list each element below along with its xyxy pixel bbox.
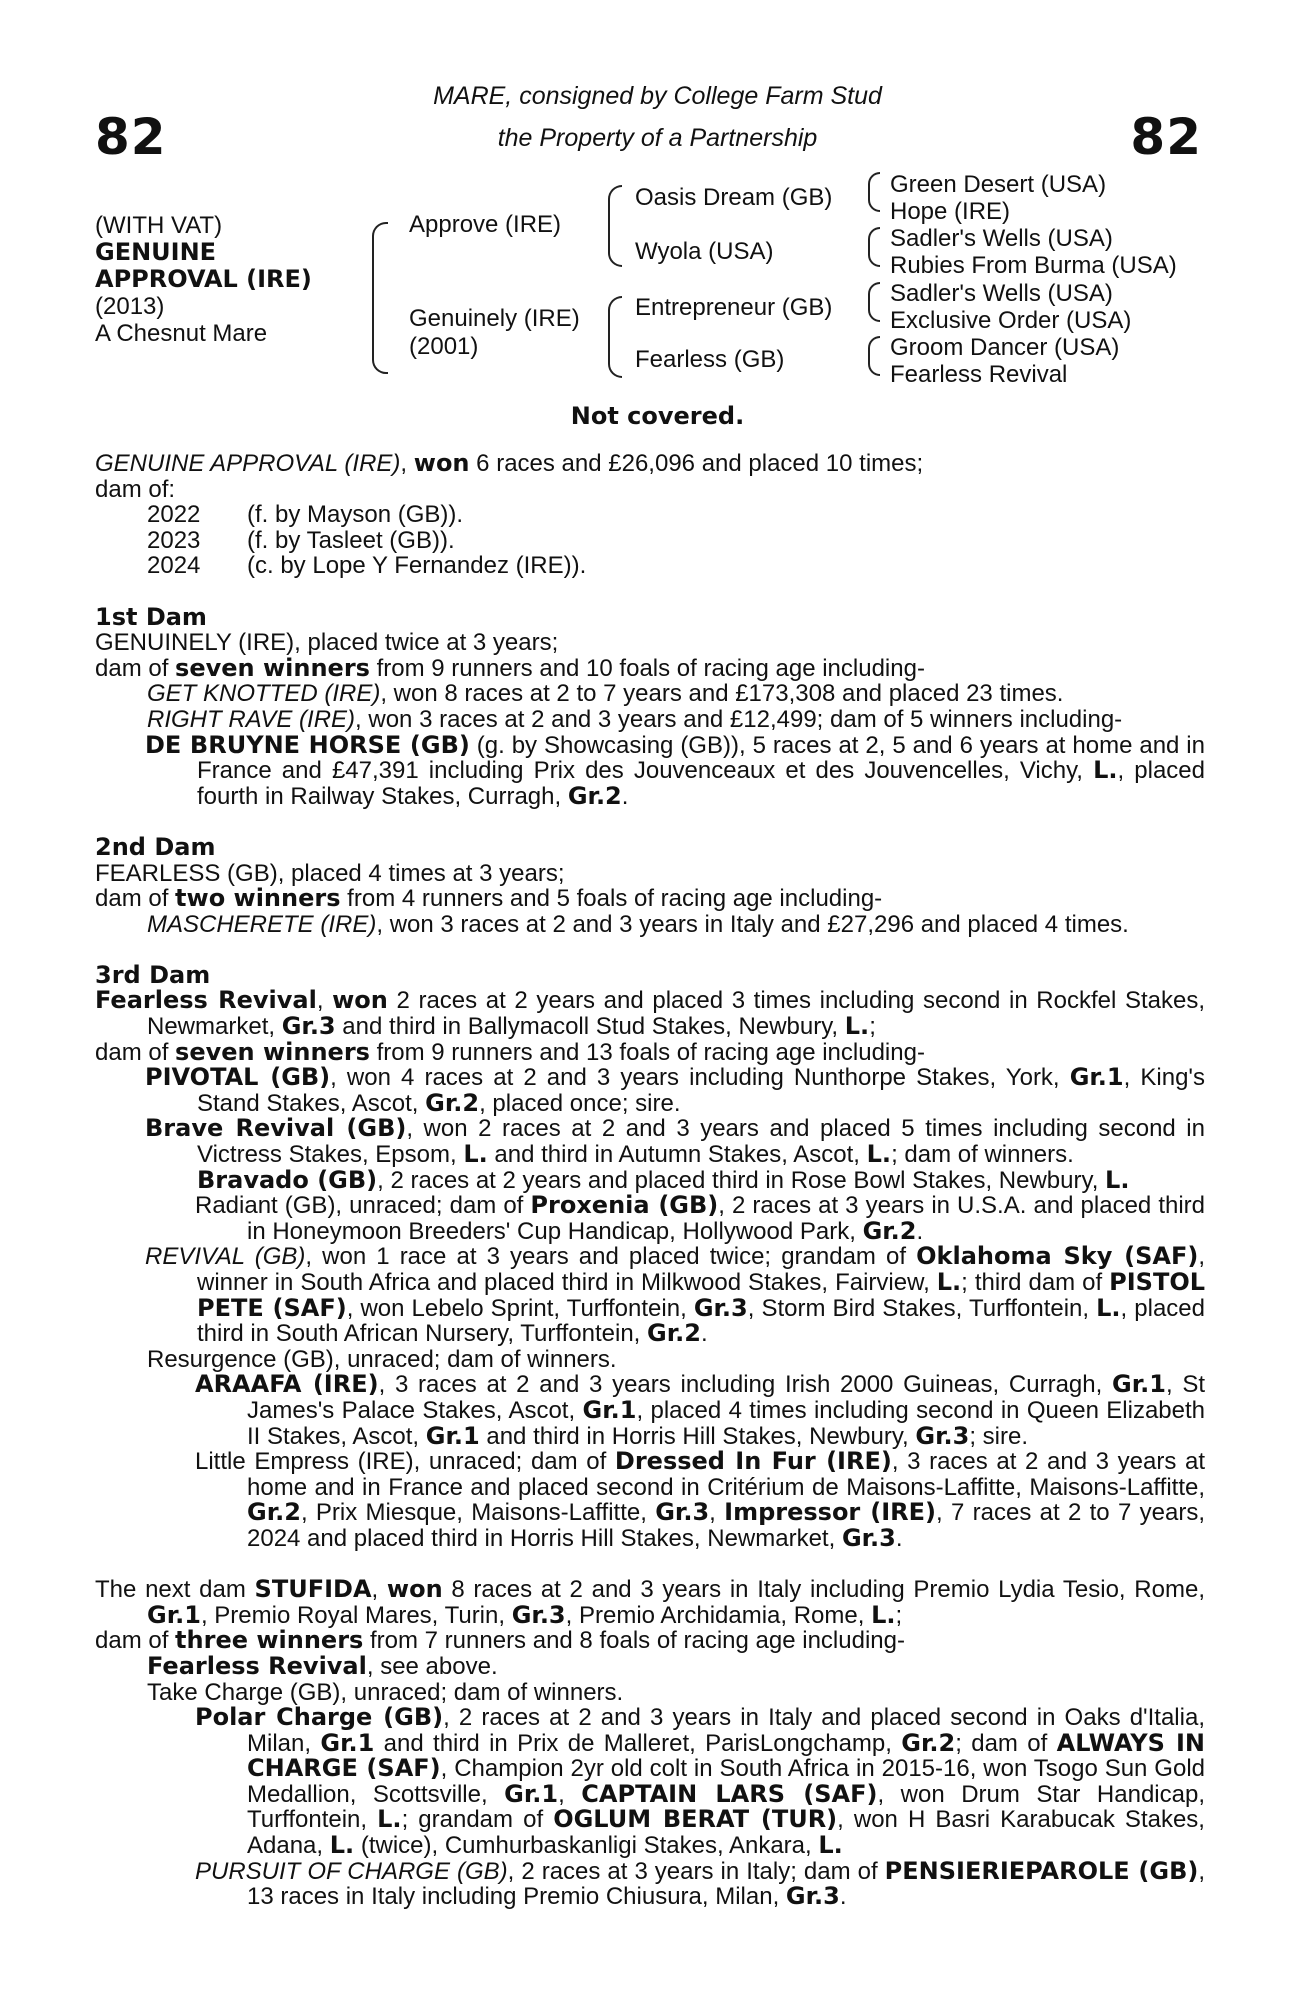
lot-number-left: 82 [95, 108, 167, 166]
ped-dss: Sadler's Wells (USA) [890, 280, 1113, 307]
ped-dam: Genuinely (IRE) [409, 305, 580, 332]
dam1-progeny-1: GET KNOTTED (IRE), won 8 races at 2 to 7 years and £173,308 and placed 23 times. [147, 680, 1064, 708]
consignor-line: MARE, consigned by College Farm Stud [433, 82, 882, 110]
brace-dd [868, 336, 880, 376]
dam1-dam-of: dam of seven winners from 9 runners and 10 foals of racing age including- [95, 653, 925, 682]
foal-row [95, 502, 1205, 528]
catalogue-body [95, 451, 1205, 1910]
next-dam-record: The next dam STUFIDA, won 8 races at 2 and 3 years in Italy including Premio Lydia Tesio, Rome, Gr.1, Premio Royal Mares, Turin, Gr.3, Premio Archidamia, Rome, L.; [95, 1575, 1205, 1629]
dam2-heading: 2nd Dam [95, 832, 216, 861]
next-dam-polar-charge: Polar Charge (GB), 2 races at 2 and 3 years in Italy and placed second in Oaks d'Italia, Milan, Gr.1 and third in Prix de Malleret, ParisLongchamp, Gr.2; dam of ALWAYS IN CHARGE (SAF), Champion 2yr old colt in South Africa in 2015-16, won Tsogo Sun Gold Medallion, Scottsville, Gr.1, CAPTAIN LARS (SAF), won Drum Star Handicap, Turffontein, L.; grandam of OGLUM BERAT (TUR), won H Basri Karabucak Stakes, Adana, L. (twice), Cumhurbaskanligi Stakes, Ankara, L. [195, 1703, 1206, 1860]
horse-year: (2013) [95, 293, 165, 320]
horse-name-line1: GENUINE [95, 238, 217, 266]
brace-sire [608, 185, 622, 267]
ped-ds: Entrepreneur (GB) [635, 294, 833, 321]
dam1-line: GENUINELY (IRE), placed twice at 3 years; [95, 629, 559, 657]
dam3-bravado: Bravado (GB), 2 races at 2 years and placed third in Rose Bowl Stakes, Newbury, L. [197, 1165, 1130, 1194]
property-line: the Property of a Partnership [497, 124, 818, 152]
intro-dam-of: dam of: [95, 475, 176, 503]
brace-sd [868, 227, 880, 267]
ped-ddd: Fearless Revival [890, 361, 1068, 388]
foal-row [95, 553, 1205, 579]
dam3-little-empress: Little Empress (IRE), unraced; dam of Dressed In Fur (IRE), 3 races at 2 and 3 years at home and in France and placed second in Critérium de Maisons-Laffitte, Maisons-Laffitte, Gr.2, Prix Miesque, Maisons-Laffitte, Gr.3, Impressor (IRE), 7 races at 2 to 7 years, 2024 and placed third in Horris Hill Stakes, Newmarket, Gr.3. [195, 1447, 1205, 1552]
dam3-araafa: ARAAFA (IRE), 3 races at 2 and 3 years including Irish 2000 Guineas, Curragh, Gr.1, St James's Palace Stakes, Ascot, Gr.1, placed 4 times including second in Queen Elizabeth II Stakes, Ascot, Gr.1 and third in Horris Hill Stakes, Newbury, Gr.3; sire. [195, 1370, 1206, 1450]
ped-dds: Groom Dancer (USA) [890, 334, 1120, 361]
dam3-brave-revival: Brave Revival (GB), won 2 races at 2 and 3 years and placed 5 times including second in Victress Stakes, Epsom, L. and third in Autumn Stakes, Ascot, L.; dam of winners. [145, 1114, 1205, 1169]
ped-sss: Green Desert (USA) [890, 171, 1107, 198]
dam3-dam-of: dam of seven winners from 9 runners and 13 foals of racing age including- [95, 1037, 925, 1066]
dam3-pivotal: PIVOTAL (GB), won 4 races at 2 and 3 years including Nunthorpe Stakes, York, Gr.1, King's Stand Stakes, Ascot, Gr.2, placed once; sire. [145, 1063, 1205, 1117]
foal-desc: (f. by Tasleet (GB)). [247, 526, 455, 554]
not-covered-note: Not covered. [570, 402, 745, 430]
next-dam-dam-of: dam of three winners from 7 runners and 8 foals of racing age including- [95, 1626, 905, 1655]
brace-ss [868, 172, 880, 212]
dam3-record: Fearless Revival, won 2 races at 2 years and placed 3 times including second in Rockfel Stakes, Newmarket, Gr.3 and third in Ballymacoll Stud Stakes, Newbury, L.; [95, 986, 1205, 1041]
next-dam-fearless-revival: Fearless Revival, see above. [147, 1651, 498, 1680]
foal-year: 2022 [147, 501, 201, 529]
dam1-progeny-2: RIGHT RAVE (IRE), won 3 races at 2 and 3 years and £12,499; dam of 5 winners including- [147, 705, 1123, 733]
horse-name-ref: GENUINE APPROVAL (IRE) [95, 450, 401, 477]
dam1-heading: 1st Dam [95, 602, 207, 631]
horse-description: A Chesnut Mare [95, 320, 268, 347]
dam2-line: FEARLESS (GB), placed 4 times at 3 years; [95, 859, 565, 887]
intro-record: GENUINE APPROVAL (IRE), won 6 races and £26,096 and placed 10 times; [95, 449, 924, 477]
ped-dsd: Exclusive Order (USA) [890, 307, 1132, 334]
foal-row [95, 528, 1205, 554]
dam3-resurgence: Resurgence (GB), unraced; dam of winners. [147, 1345, 617, 1373]
foal-year: 2023 [147, 526, 201, 554]
ped-ss: Oasis Dream (GB) [635, 184, 833, 211]
foal-desc: (f. by Mayson (GB)). [247, 501, 464, 529]
foal-desc: (c. by Lope Y Fernandez (IRE)). [247, 552, 587, 580]
ped-dam-year: (2001) [409, 333, 479, 360]
ped-dd: Fearless (GB) [635, 346, 785, 373]
foal-year: 2024 [147, 552, 201, 580]
horse-info [95, 212, 312, 347]
brace-dam [608, 296, 622, 378]
ped-sd: Wyola (USA) [635, 238, 774, 265]
brace-ds [868, 282, 880, 322]
dam3-revival: REVIVAL (GB), won 1 race at 3 years and placed twice; grandam of Oklahoma Sky (SAF), winner in South Africa and placed third in Milkwood Stakes, Fairview, L.; third dam of PISTOL PETE (SAF), won Lebelo Sprint, Turffontein, Gr.3, Storm Bird Stakes, Turffontein, L., placed third in South African Nursery, Turffontein, Gr.2. [145, 1242, 1206, 1348]
dam3-heading: 3rd Dam [95, 960, 211, 989]
lot-number-right: 82 [1130, 108, 1202, 166]
won-label: won [413, 449, 470, 477]
dam2-progeny-1: MASCHERETE (IRE), won 3 races at 2 and 3 years in Italy and £27,296 and placed 4 times. [147, 910, 1129, 938]
brace-gen1 [372, 222, 388, 374]
dam2-dam-of: dam of two winners from 4 runners and 5 foals of racing age including- [95, 884, 883, 913]
next-dam-pursuit-of-charge: PURSUIT OF CHARGE (GB), 2 races at 3 years in Italy; dam of PENSIERIEPAROLE (GB), 13 races in Italy including Premio Chiusura, Milan, Gr.3. [195, 1856, 1205, 1911]
next-dam-take-charge: Take Charge (GB), unraced; dam of winners. [147, 1678, 624, 1706]
ped-sdd: Rubies From Burma (USA) [890, 252, 1177, 279]
vat-note: (WITH VAT) [95, 212, 223, 239]
dam1-progeny-3: DE BRUYNE HORSE (GB) (g. by Showcasing (GB)), 5 races at 2, 5 and 6 years at home and in France and £47,391 including Prix des Jouvenceaux et des Jouvencelles, Vichy, L., placed fourth in Railway Stakes, Curragh, Gr.2. [145, 730, 1205, 810]
ped-sire: Approve (IRE) [409, 211, 562, 238]
record-text: 6 races and £26,096 and placed 10 times; [469, 450, 924, 477]
dam3-radiant: Radiant (GB), unraced; dam of Proxenia (GB), 2 races at 3 years in U.S.A. and placed third in Honeymoon Breeders' Cup Handicap, Hollywood Park, Gr.2. [195, 1191, 1206, 1245]
horse-name-line2: APPROVAL (IRE) [95, 265, 312, 293]
ped-ssd: Hope (IRE) [890, 198, 1011, 225]
ped-sds: Sadler's Wells (USA) [890, 225, 1113, 252]
